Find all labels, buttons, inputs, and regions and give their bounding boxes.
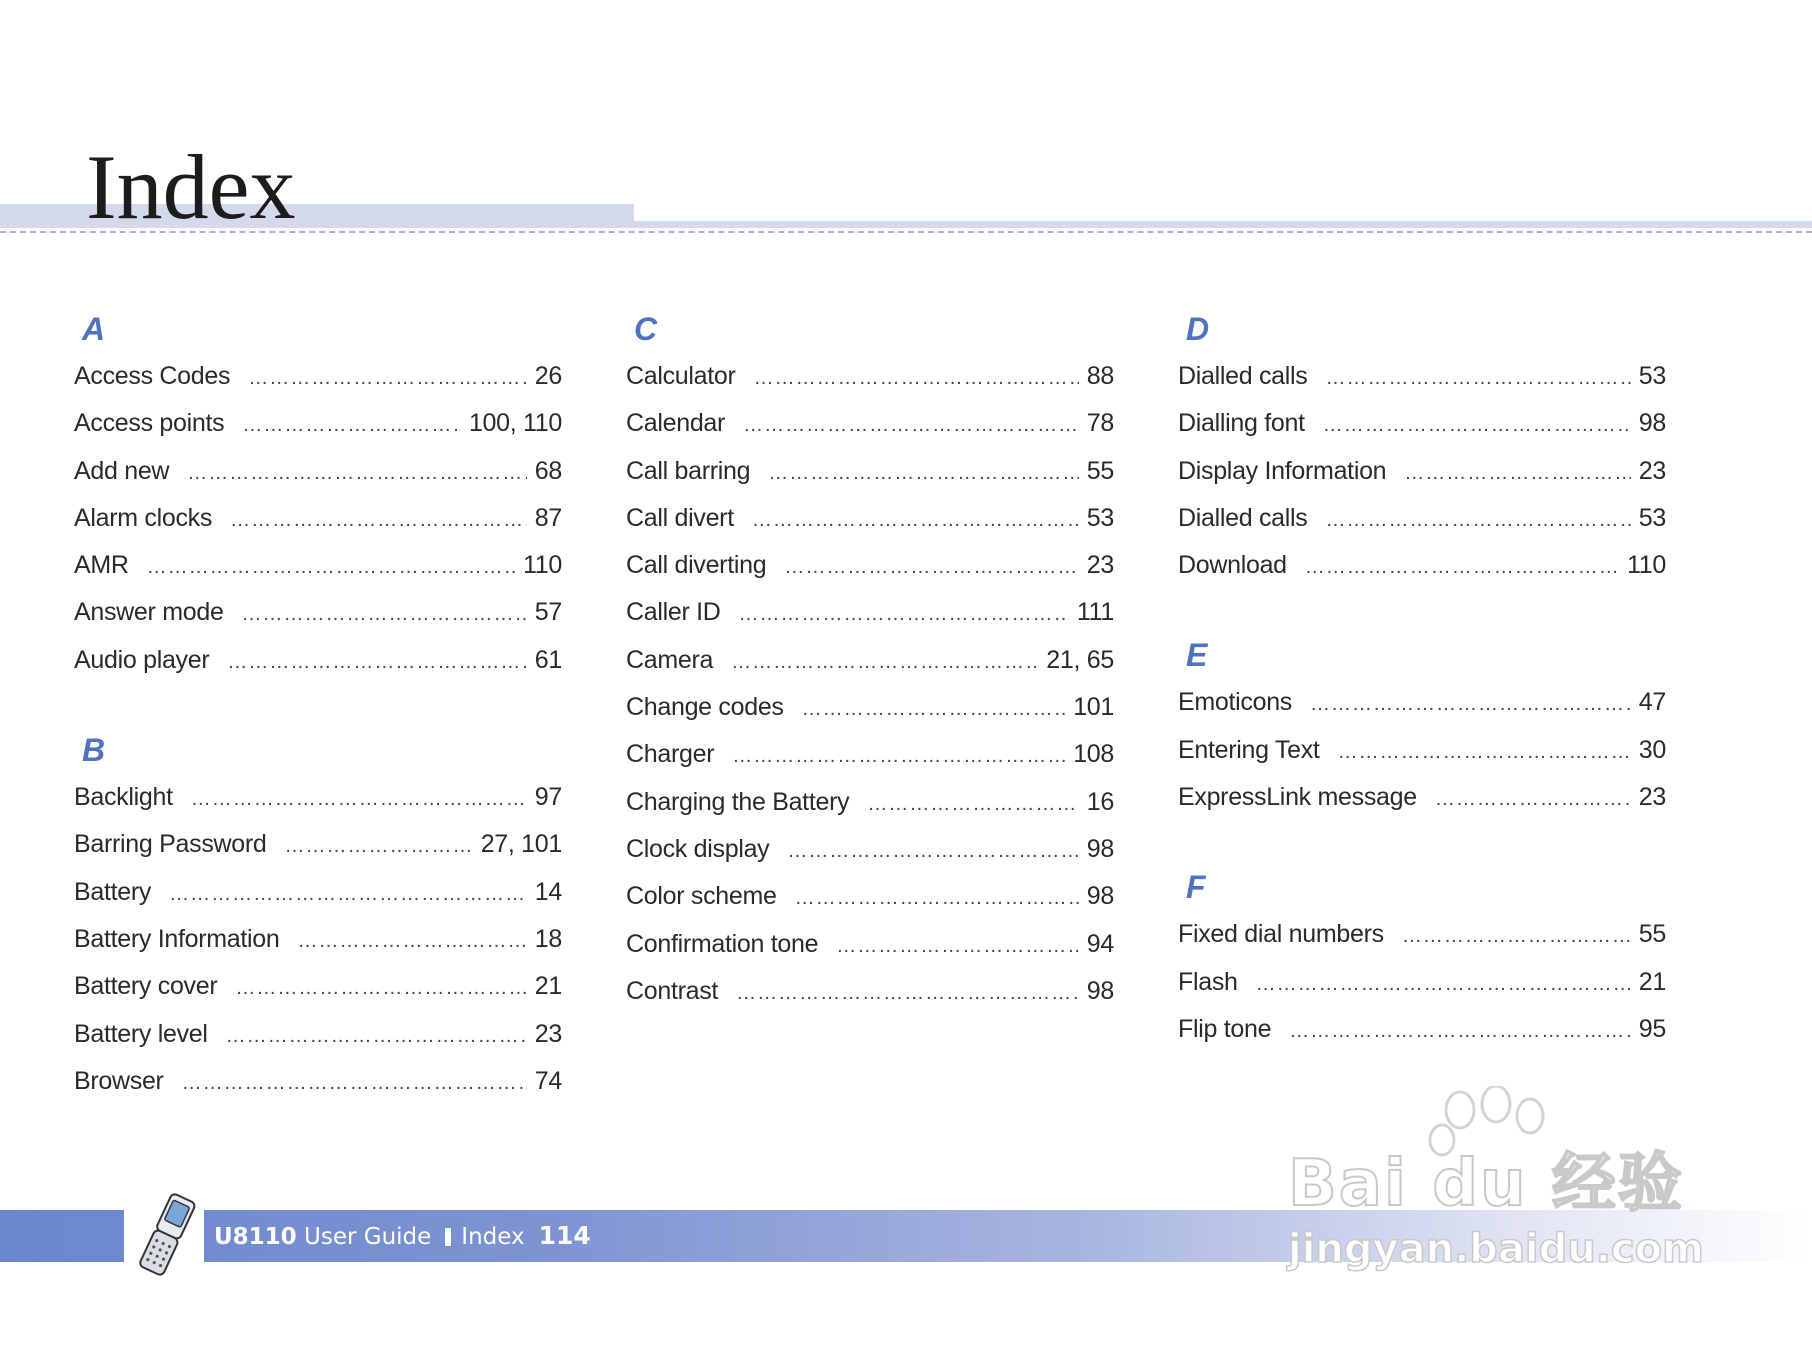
dot-leader — [191, 776, 527, 823]
footer-page-number: 114 — [538, 1221, 591, 1250]
entry-name: ExpressLink message — [1178, 783, 1417, 812]
entry-name: Battery Information — [74, 924, 280, 953]
index-entry[interactable] — [74, 400, 562, 447]
entry-name: Dialled calls — [1178, 362, 1308, 390]
entry-name: Dialled calls — [1178, 503, 1308, 532]
dot-leader — [836, 923, 1079, 970]
dot-leader — [732, 733, 1065, 780]
dot-leader — [1435, 776, 1631, 823]
watermark-url: jingyan.baidu.com — [1288, 1226, 1704, 1272]
entry-page: 53 — [1638, 362, 1666, 390]
index-entry[interactable] — [1178, 679, 1666, 726]
entry-page: 16 — [1086, 787, 1114, 816]
entry-name: Confirmation tone — [626, 929, 819, 958]
entry-name: Call barring — [626, 456, 751, 485]
dot-leader — [795, 875, 1079, 922]
dot-leader — [1310, 681, 1631, 728]
dot-leader — [1404, 450, 1631, 497]
dot-leader — [169, 871, 527, 918]
entry-page: 97 — [534, 783, 562, 812]
dot-leader — [802, 686, 1066, 733]
dot-leader — [867, 781, 1078, 828]
entry-page: 95 — [1638, 1014, 1666, 1043]
entry-page: 53 — [1086, 503, 1114, 532]
index-entry[interactable] — [626, 495, 1114, 542]
index-entry[interactable] — [626, 542, 1114, 589]
entry-name: Backlight — [74, 783, 173, 812]
section-letter: F — [1186, 869, 1206, 906]
entry-page: 110 — [1627, 551, 1666, 580]
index-entry[interactable] — [74, 589, 562, 636]
index-entry[interactable] — [1178, 727, 1666, 774]
index-entry[interactable] — [626, 353, 1114, 400]
entry-name: Color scheme — [626, 882, 777, 911]
dot-leader — [285, 823, 473, 870]
index-entry[interactable] — [1178, 495, 1666, 542]
footer-text — [214, 1210, 591, 1262]
index-section-d — [1178, 305, 1666, 589]
entry-name: Entering Text — [1178, 735, 1320, 764]
index-entry[interactable] — [1178, 959, 1666, 1006]
index-section-f — [1178, 863, 1666, 1053]
entry-name: Clock display — [626, 834, 770, 863]
index-section-c — [626, 305, 1114, 1015]
entry-page: 47 — [1638, 688, 1666, 717]
dot-leader — [743, 402, 1079, 449]
entry-page: 57 — [534, 598, 562, 627]
entry-page: 98 — [1086, 834, 1114, 863]
index-entry[interactable] — [1178, 542, 1666, 589]
dot-leader — [1326, 355, 1631, 402]
index-entry[interactable] — [74, 353, 562, 400]
entry-page: 68 — [534, 456, 562, 485]
entry-page: 74 — [534, 1066, 562, 1095]
dot-leader — [182, 1060, 527, 1107]
entry-name: Battery level — [74, 1019, 208, 1048]
entry-name: Answer mode — [74, 598, 224, 627]
watermark-logo-text: Bai du 经验 — [1288, 1147, 1684, 1221]
dot-leader — [248, 355, 527, 402]
index-entry[interactable] — [626, 968, 1114, 1015]
dot-leader — [1256, 961, 1631, 1008]
entry-name: Call divert — [626, 503, 734, 532]
dot-leader — [1338, 729, 1631, 776]
entry-name: Flash — [1178, 967, 1238, 996]
dot-leader — [1326, 497, 1631, 544]
index-column-3 — [1178, 305, 1666, 1095]
entry-name: Camera — [626, 645, 714, 674]
entry-name: Call diverting — [626, 551, 767, 580]
entry-page: 100, 110 — [468, 409, 562, 438]
entry-page: 18 — [534, 924, 562, 953]
dot-leader — [1323, 402, 1631, 449]
index-entry[interactable] — [74, 1058, 562, 1105]
dot-leader — [768, 450, 1079, 497]
dot-leader — [731, 639, 1038, 686]
index-entry[interactable] — [1178, 400, 1666, 447]
entry-page: 23 — [534, 1019, 562, 1048]
index-entry[interactable] — [626, 826, 1114, 873]
entry-page: 98 — [1086, 882, 1114, 911]
dot-leader — [739, 591, 1069, 638]
entry-page: 27, 101 — [480, 830, 562, 859]
entry-name: Access Codes — [74, 362, 231, 390]
entry-name: Calendar — [626, 409, 726, 438]
entry-page: 55 — [1086, 456, 1114, 485]
entry-name: Charging the Battery — [626, 787, 850, 816]
index-column-1 — [74, 305, 562, 1147]
index-entry[interactable] — [1178, 448, 1666, 495]
index-entry[interactable] — [74, 542, 562, 589]
section-letter: D — [1186, 311, 1210, 347]
dot-leader — [227, 639, 526, 686]
index-section-e — [1178, 631, 1666, 821]
dot-leader — [187, 450, 527, 497]
entry-page: 88 — [1086, 362, 1114, 390]
entry-page: 110 — [523, 551, 562, 580]
index-section-b — [74, 726, 562, 1105]
entry-page: 108 — [1073, 740, 1114, 769]
entry-page: 21, 65 — [1046, 645, 1114, 674]
index-entry[interactable] — [1178, 774, 1666, 821]
entry-name: Battery cover — [74, 972, 218, 1001]
dot-leader — [242, 591, 527, 638]
footer-separator — [445, 1228, 451, 1246]
dot-leader — [298, 918, 527, 965]
footer-guide: User Guide — [304, 1224, 432, 1250]
index-entry[interactable] — [74, 637, 562, 684]
dot-leader — [1289, 1008, 1631, 1055]
entry-name: Battery — [74, 877, 152, 906]
section-letter: A — [82, 311, 106, 347]
dot-leader — [242, 402, 461, 449]
entry-page: 98 — [1638, 409, 1666, 438]
index-entry[interactable] — [626, 873, 1114, 920]
entry-page: 21 — [534, 972, 562, 1001]
entry-page: 98 — [1086, 976, 1114, 1005]
title-band-stripe — [634, 221, 1812, 228]
dot-leader — [787, 828, 1078, 875]
entry-page: 78 — [1086, 409, 1114, 438]
entry-page: 55 — [1638, 920, 1666, 949]
dot-leader — [235, 965, 526, 1012]
entry-page: 14 — [534, 877, 562, 906]
entry-page: 23 — [1638, 456, 1666, 485]
entry-name: Display Information — [1178, 456, 1387, 485]
entry-page: 101 — [1073, 693, 1114, 722]
index-section-a — [74, 305, 562, 684]
dot-leader — [1402, 913, 1631, 960]
page-title: Index — [86, 136, 296, 238]
section-letter: C — [634, 311, 658, 347]
entry-name: Access points — [74, 409, 225, 438]
index-entry[interactable] — [74, 1011, 562, 1058]
entry-page: 87 — [534, 503, 562, 532]
entry-page: 30 — [1638, 735, 1666, 764]
index-entry[interactable] — [74, 916, 562, 963]
entry-page: 23 — [1638, 783, 1666, 812]
entry-name: Charger — [626, 740, 715, 769]
entry-page: 26 — [534, 362, 562, 390]
entry-page: 111 — [1076, 598, 1114, 627]
index-entry[interactable] — [74, 821, 562, 868]
index-entry[interactable] — [626, 921, 1114, 968]
index-entry[interactable] — [626, 448, 1114, 495]
section-letter: E — [1186, 637, 1208, 674]
index-entry[interactable] — [74, 869, 562, 916]
index-entry[interactable] — [1178, 353, 1666, 400]
entry-page: 53 — [1638, 503, 1666, 532]
index-entry[interactable] — [626, 731, 1114, 778]
index-entry[interactable] — [626, 779, 1114, 826]
entry-name: Change codes — [626, 693, 784, 722]
entry-name: Caller ID — [626, 598, 721, 627]
dot-leader — [1305, 544, 1619, 591]
index-entry[interactable] — [626, 637, 1114, 684]
entry-name: Browser — [74, 1066, 164, 1095]
dot-leader — [736, 970, 1079, 1017]
entry-page: 94 — [1086, 929, 1114, 958]
dot-leader — [230, 497, 527, 544]
index-entry[interactable] — [626, 684, 1114, 731]
footer-section: Index — [461, 1224, 525, 1250]
index-entry[interactable] — [74, 963, 562, 1010]
dot-leader — [784, 544, 1078, 591]
entry-name: Download — [1178, 551, 1287, 580]
entry-name: Barring Password — [74, 830, 267, 859]
index-entry[interactable] — [74, 448, 562, 495]
entry-name: Contrast — [626, 976, 719, 1005]
index-entry[interactable] — [626, 589, 1114, 636]
index-entry[interactable] — [74, 495, 562, 542]
dot-leader — [754, 355, 1079, 402]
dot-leader — [752, 497, 1079, 544]
dot-leader — [147, 544, 515, 591]
entry-name: Audio player — [74, 645, 210, 674]
entry-page: 21 — [1638, 967, 1666, 996]
entry-page: 23 — [1086, 551, 1114, 580]
entry-name: Flip tone — [1178, 1014, 1272, 1043]
index-entry[interactable] — [1178, 911, 1666, 958]
entry-name: Dialling font — [1178, 409, 1305, 438]
index-entry[interactable] — [1178, 1006, 1666, 1053]
index-column-2 — [626, 305, 1114, 1057]
phone-icon — [128, 1192, 204, 1278]
footer-model: U8110 — [214, 1224, 297, 1250]
entry-name: Alarm clocks — [74, 503, 213, 532]
index-entry[interactable] — [626, 400, 1114, 447]
entry-page: 61 — [534, 645, 562, 674]
entry-name: Fixed dial numbers — [1178, 920, 1384, 949]
entry-name: Emoticons — [1178, 688, 1293, 717]
entry-name: Add new — [74, 456, 170, 485]
entry-name: AMR — [74, 551, 129, 580]
section-letter: B — [82, 732, 106, 769]
dot-leader — [226, 1013, 527, 1060]
index-entry[interactable] — [74, 774, 562, 821]
entry-name: Calculator — [626, 362, 736, 390]
